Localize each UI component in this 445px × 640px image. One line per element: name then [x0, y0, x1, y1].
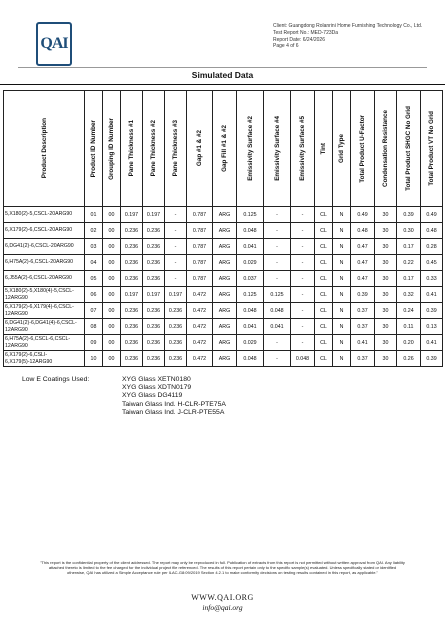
page-title: Simulated Data [191, 70, 254, 80]
table-cell: 0.17 [397, 239, 421, 255]
table-cell: 0.041 [237, 239, 264, 255]
table-cell: ARG [213, 335, 237, 351]
table-cell: 0.11 [397, 319, 421, 335]
column-header [333, 91, 351, 207]
product-description-cell: 5,X180(2)-5,CSCL-20ARG90 [4, 207, 85, 223]
table-cell: 30 [375, 287, 397, 303]
product-description-cell: 6,H75A(2)-6,CSCL-20ARG90 [4, 255, 85, 271]
table-cell: 00 [103, 319, 121, 335]
table-cell: - [291, 287, 315, 303]
column-header [121, 91, 143, 207]
table-cell: 0.787 [187, 223, 213, 239]
table-cell: 0.37 [351, 303, 375, 319]
table-cell: - [291, 255, 315, 271]
table-cell: 0.236 [121, 255, 143, 271]
table-cell: 0.472 [187, 335, 213, 351]
column-header-label: Pane Thickness #1 [128, 120, 135, 177]
table-cell: 0.197 [121, 207, 143, 223]
coating-item: XYG Glass XDTN0179 [122, 384, 192, 392]
table-cell: CL [315, 207, 333, 223]
table-cell: 0.37 [351, 319, 375, 335]
table-cell: 10 [85, 351, 103, 367]
table-cell: 0.236 [165, 319, 187, 335]
table-cell: 0.236 [143, 239, 165, 255]
table-cell: 0.236 [121, 223, 143, 239]
table-cell: 0.37 [351, 351, 375, 367]
table-cell: 0.22 [397, 255, 421, 271]
table-cell: 0.236 [143, 319, 165, 335]
table-cell: 0.33 [421, 271, 443, 287]
email-text: info@qai.org [202, 603, 243, 612]
table-cell: 0.236 [143, 271, 165, 287]
table-cell: - [165, 223, 187, 239]
column-header-label: Grid Type [338, 134, 345, 163]
table-cell: 00 [103, 335, 121, 351]
table-cell: 0.472 [187, 351, 213, 367]
table-cell: 30 [375, 335, 397, 351]
table-cell: 0.236 [121, 319, 143, 335]
column-header-label: Emissivity Surface #2 [246, 116, 254, 181]
table-cell: 0.236 [143, 335, 165, 351]
table-row [4, 239, 443, 255]
table-cell: 0.236 [121, 271, 143, 287]
table-cell: 0.30 [397, 223, 421, 239]
column-header [143, 91, 165, 207]
table-cell: 30 [375, 255, 397, 271]
column-header-label: Total Product U-Factor [359, 114, 366, 183]
table-cell: ARG [213, 303, 237, 319]
column-header-label: Tint [320, 142, 327, 155]
table-cell: - [165, 255, 187, 271]
table-cell: - [264, 223, 291, 239]
table-cell: 0.197 [121, 287, 143, 303]
table-cell: 01 [85, 207, 103, 223]
column-header-label: Gap #1 & #2 [196, 130, 203, 167]
product-description-cell: 6,X179(2)-6,CSLI-6,X179(5)-12ARG90 [4, 351, 85, 367]
table-cell: 30 [375, 351, 397, 367]
table-cell: 0.029 [237, 335, 264, 351]
coating-item: XYG Glass XETN0180 [122, 376, 191, 383]
table-cell: 0.24 [397, 303, 421, 319]
table-cell: 0.41 [421, 287, 443, 303]
table-cell: 30 [375, 271, 397, 287]
coating-item: Taiwan Glass Ind. H-CLR-PTE75A [122, 400, 226, 408]
table-cell: 0.787 [187, 271, 213, 287]
table-cell: 0.39 [421, 303, 443, 319]
column-header-label: Product ID Number [90, 119, 97, 178]
page-number-line: Page 4 of 6 [273, 43, 299, 50]
table-cell: - [291, 303, 315, 319]
table-cell: 04 [85, 255, 103, 271]
table-cell: N [333, 335, 351, 351]
table-cell: 0.39 [421, 351, 443, 367]
table-cell: 00 [103, 223, 121, 239]
table-cell: N [333, 271, 351, 287]
table-cell: 03 [85, 239, 103, 255]
table-cell: 30 [375, 303, 397, 319]
table-cell: 30 [375, 239, 397, 255]
qai-logo: QAI [36, 22, 72, 66]
table-cell: 0.125 [237, 287, 264, 303]
title-divider [0, 84, 445, 85]
header-divider [18, 67, 427, 68]
table-cell: - [291, 207, 315, 223]
table-cell: 0.125 [264, 287, 291, 303]
table-cell: 0.49 [421, 207, 443, 223]
table-cell: 0.48 [421, 223, 443, 239]
column-header [351, 91, 375, 207]
column-header [4, 91, 85, 207]
table-cell: N [333, 223, 351, 239]
table-cell: 0.45 [421, 255, 443, 271]
product-description-cell: 6,X179(2)-6,X179(4)-6,CSCL-12ARG90 [4, 303, 85, 319]
table-cell: 02 [85, 223, 103, 239]
table-cell: 0.787 [187, 255, 213, 271]
table-cell: ARG [213, 239, 237, 255]
table-row [4, 223, 443, 239]
table-cell: 05 [85, 271, 103, 287]
table-row [4, 255, 443, 271]
table-cell: 0.197 [143, 287, 165, 303]
table-cell: - [165, 207, 187, 223]
table-row [4, 287, 443, 303]
table-row [4, 335, 443, 351]
table-cell: 0.20 [397, 335, 421, 351]
table-cell: 0.236 [143, 303, 165, 319]
table-cell: 00 [103, 303, 121, 319]
column-header-label: Total Product SHGC No Grid [405, 106, 412, 191]
table-cell: CL [315, 303, 333, 319]
table-cell: 0.39 [397, 207, 421, 223]
table-cell: 0.048 [264, 303, 291, 319]
product-description-cell: 6,H75A(2)-6,CSCL-6,CSCL-12ARG90 [4, 335, 85, 351]
client-line: Client: Guangdong Rolanrini Home Furnishing Technology Co., Ltd. [273, 23, 423, 29]
column-header-label: Emissivity Surface #5 [299, 116, 306, 181]
table-cell: 0.47 [351, 239, 375, 255]
table-cell: - [264, 335, 291, 351]
table-cell: 30 [375, 319, 397, 335]
table-cell: - [291, 271, 315, 287]
table-cell: 0.236 [165, 335, 187, 351]
table-cell: 00 [103, 287, 121, 303]
table-cell: CL [315, 239, 333, 255]
table-cell: N [333, 255, 351, 271]
table-cell: 0.49 [351, 207, 375, 223]
table-cell: 0.048 [237, 351, 264, 367]
table-cell: ARG [213, 287, 237, 303]
table-cell: CL [315, 351, 333, 367]
table-cell: 0.26 [397, 351, 421, 367]
table-cell: N [333, 239, 351, 255]
column-header [264, 91, 291, 207]
table-cell: 09 [85, 335, 103, 351]
product-description-cell: 6,DG41(2)-6,CSCL-20ARG90 [4, 239, 85, 255]
table-cell: 00 [103, 207, 121, 223]
table-cell: 0.197 [165, 287, 187, 303]
coating-item: XYG Glass DG4119 [122, 392, 183, 400]
table-cell: - [291, 223, 315, 239]
table-cell: N [333, 287, 351, 303]
table-cell: - [264, 271, 291, 287]
table-cell: 0.236 [165, 351, 187, 367]
table-cell: 00 [103, 271, 121, 287]
table-cell: - [264, 207, 291, 223]
table-cell: 0.39 [351, 287, 375, 303]
table-header-row [4, 91, 443, 207]
table-cell: 0.236 [121, 239, 143, 255]
table-cell: 0.48 [351, 223, 375, 239]
column-header-label: Gap Fill #1 & #2 [221, 125, 228, 172]
table-row [4, 351, 443, 367]
website-text: WWW.QAI.ORG [191, 593, 254, 602]
table-cell: - [291, 239, 315, 255]
column-header [315, 91, 333, 207]
column-header [237, 91, 264, 207]
table-cell: CL [315, 335, 333, 351]
column-header [397, 91, 421, 207]
column-header [187, 91, 213, 207]
column-header-label: Total Product VT No Grid [428, 111, 435, 186]
table-cell: 0.32 [397, 287, 421, 303]
table-cell: 0.048 [237, 223, 264, 239]
table-cell: CL [315, 271, 333, 287]
table-cell: 07 [85, 303, 103, 319]
table-body [4, 207, 443, 367]
table-cell: 30 [375, 207, 397, 223]
table-cell: 0.472 [187, 319, 213, 335]
table-cell: 0.125 [237, 207, 264, 223]
table-cell: 00 [103, 239, 121, 255]
table-cell: 0.236 [121, 303, 143, 319]
table-cell: N [333, 319, 351, 335]
table-cell: ARG [213, 351, 237, 367]
column-header-label: Product Description [40, 118, 48, 179]
table-cell: - [291, 335, 315, 351]
coatings-list [122, 376, 226, 417]
column-header-label: Pane Thickness #2 [150, 120, 157, 177]
column-header [103, 91, 121, 207]
table-cell: 0.28 [421, 239, 443, 255]
table-cell: 06 [85, 287, 103, 303]
table-cell: 00 [103, 351, 121, 367]
table-cell: ARG [213, 207, 237, 223]
table-cell: 0.787 [187, 239, 213, 255]
table-cell: 0.048 [291, 351, 315, 367]
table-cell: CL [315, 255, 333, 271]
table-cell: - [165, 271, 187, 287]
table-cell: 08 [85, 319, 103, 335]
table-cell: 0.472 [187, 303, 213, 319]
table-cell: 0.037 [237, 271, 264, 287]
table-cell: 0.236 [121, 335, 143, 351]
table-cell: - [264, 351, 291, 367]
simulated-data-table [3, 90, 443, 367]
table-cell: ARG [213, 319, 237, 335]
table-cell: 0.13 [421, 319, 443, 335]
client-info [273, 23, 422, 50]
product-description-cell: 5,X180(2)-5,X180(4)-5,CSCL-12ARG90 [4, 287, 85, 303]
table-cell: 0.787 [187, 207, 213, 223]
table-cell: 0.17 [397, 271, 421, 287]
table-cell: ARG [213, 271, 237, 287]
table-cell: 0.197 [143, 207, 165, 223]
product-description-cell: 6,X179(2)-6,CSCL-20ARG90 [4, 223, 85, 239]
coating-item: Taiwan Glass Ind. J-CLR-PTE55A [122, 408, 225, 416]
column-header-label: Grouping ID Number [108, 117, 115, 180]
table-row [4, 319, 443, 335]
table-cell: ARG [213, 223, 237, 239]
table-cell: - [264, 239, 291, 255]
column-header-label: Pane Thickness #3 [172, 120, 179, 177]
product-description-cell: 6,DG41(2)-6,DG41(4)-6,CSCL-12ARG90 [4, 319, 85, 335]
table-cell: 00 [103, 255, 121, 271]
column-header-label: Condensation Resistance [382, 110, 389, 187]
product-description-cell: 6,J55A(2)-6,CSCL-20ARG90 [4, 271, 85, 287]
column-header [213, 91, 237, 207]
table-cell: 0.236 [121, 351, 143, 367]
confidentiality-note: "This report is the confidential property of the client addressed. The report may only be reproduced in full. Publication of extracts from this report is not permitted without written approval from QAI. Any liability attached thereto is limited to the fee charged for the individual project file referenced. The results of this report pertain only to the specific sample(s) evaluated. Unless specifically stated or identified otherwise, QAI has utilized a Simple Acceptance rule per ILAC-G8:09/2019 Section 4.2.1 to make conformity decisions on testing results contained in this report, as applicable." [40, 560, 405, 576]
table-cell: 0.472 [187, 287, 213, 303]
table-cell: 0.236 [165, 303, 187, 319]
table-cell: 0.236 [143, 351, 165, 367]
table-cell: 0.041 [264, 319, 291, 335]
column-header [375, 91, 397, 207]
table-cell: - [165, 239, 187, 255]
table-cell: 0.041 [237, 319, 264, 335]
table-cell: 0.47 [351, 255, 375, 271]
table-cell: 0.236 [143, 223, 165, 239]
table-cell: CL [315, 319, 333, 335]
table-cell: 0.029 [237, 255, 264, 271]
coatings-label: Low E Coatings Used: [22, 376, 90, 383]
table-cell: 0.048 [237, 303, 264, 319]
table-cell: N [333, 207, 351, 223]
table-cell: 30 [375, 223, 397, 239]
report-date-line: Report Date: 6/24/2026 [273, 36, 325, 43]
table-cell: 0.41 [421, 335, 443, 351]
table-row [4, 207, 443, 223]
table-row [4, 271, 443, 287]
table-cell: 0.41 [351, 335, 375, 351]
table-row [4, 303, 443, 319]
table-cell: CL [315, 223, 333, 239]
table-cell: 0.236 [143, 255, 165, 271]
report-number-line: Test Report No.: MED-723Da [273, 29, 339, 36]
column-header [85, 91, 103, 207]
table-cell: N [333, 303, 351, 319]
table-cell: - [291, 319, 315, 335]
table-cell: N [333, 351, 351, 367]
table-cell: ARG [213, 255, 237, 271]
column-header [165, 91, 187, 207]
table-cell: CL [315, 287, 333, 303]
table-cell: 0.47 [351, 271, 375, 287]
column-header [421, 91, 443, 207]
table-cell: - [264, 255, 291, 271]
column-header-label: Emissivity Surface #4 [273, 116, 281, 181]
column-header [291, 91, 315, 207]
